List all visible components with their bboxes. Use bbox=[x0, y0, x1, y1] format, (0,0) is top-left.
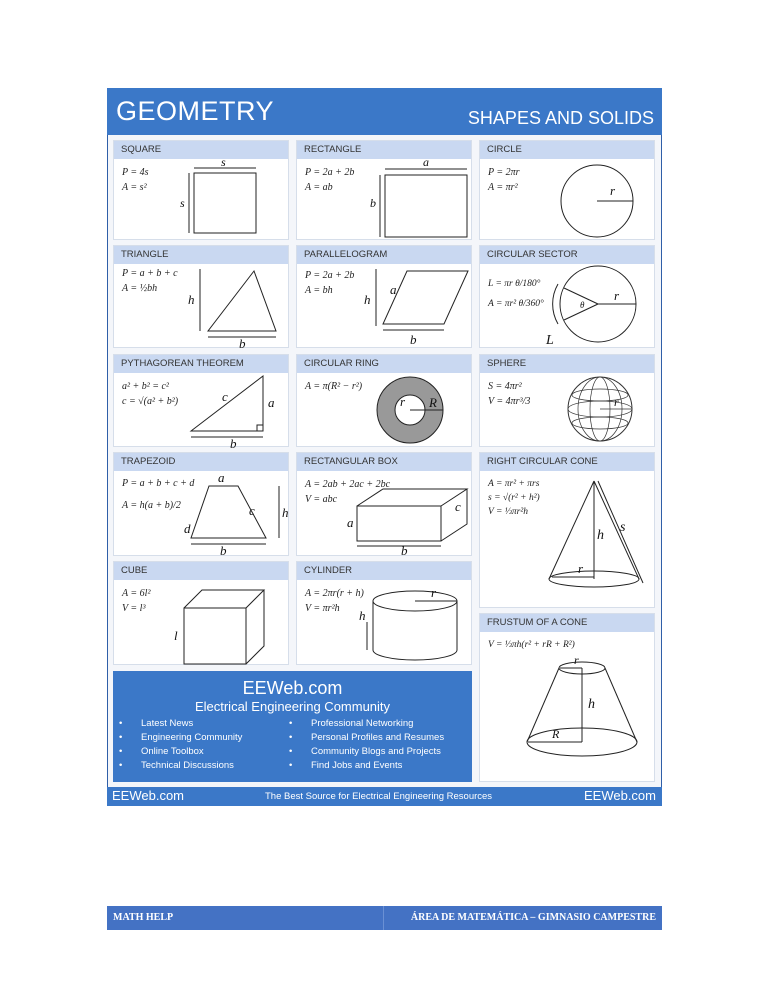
triangle-diagram bbox=[114, 264, 290, 349]
footer-right-link[interactable]: EEWeb.com bbox=[583, 788, 656, 803]
card-parallelogram bbox=[296, 245, 472, 348]
trapezoid-diagram bbox=[114, 471, 290, 557]
card-circular-ring bbox=[296, 354, 472, 447]
card-pythagorean-theorem bbox=[113, 354, 289, 447]
card-title: CIRCULAR SECTOR bbox=[480, 246, 654, 264]
card-frustum-of-a-cone bbox=[479, 613, 655, 782]
formula: V = ⅓πh(r² + rR + R²) bbox=[488, 640, 575, 650]
outer-radius-label: R bbox=[429, 395, 437, 410]
card-square bbox=[113, 140, 289, 240]
side-label: s bbox=[221, 159, 226, 169]
list-item: • Online Toolbox bbox=[113, 745, 242, 759]
side-label: s bbox=[180, 196, 185, 210]
angle-label: θ bbox=[580, 300, 585, 310]
footer-divider bbox=[383, 906, 384, 930]
side-label: a bbox=[423, 159, 429, 169]
height-label: h bbox=[282, 505, 289, 520]
formula: P = 2a + 2b bbox=[305, 270, 355, 281]
page-footer-left: MATH HELP bbox=[113, 912, 174, 923]
formula: c = √(a² + b²) bbox=[122, 396, 179, 407]
circle-diagram bbox=[480, 159, 656, 241]
cone-diagram bbox=[480, 471, 656, 609]
formula: A = ab bbox=[305, 182, 333, 193]
promo-tagline: Electrical Engineering Community bbox=[194, 699, 391, 714]
card-title: CIRCLE bbox=[480, 141, 654, 159]
formula: A = ½bh bbox=[122, 283, 158, 294]
sheet-footer bbox=[107, 787, 662, 806]
length-label: b bbox=[401, 543, 408, 557]
cylinder-diagram bbox=[297, 580, 473, 666]
formula: P = 2a + 2b bbox=[305, 167, 355, 178]
arc-length-label: L bbox=[546, 333, 554, 348]
formula: S = 4πr² bbox=[488, 381, 522, 392]
formula: A = h(a + b)/2 bbox=[122, 500, 181, 511]
list-item: • Personal Profiles and Resumes bbox=[283, 731, 444, 745]
radius-label: r bbox=[614, 288, 620, 303]
side-label: b bbox=[370, 196, 376, 210]
edge-label: l bbox=[174, 628, 178, 643]
card-title: RIGHT CIRCULAR CONE bbox=[480, 453, 654, 471]
page-footer-right: ÁREA DE MATEMÁTICA – GIMNASIO CAMPESTRE bbox=[410, 912, 656, 923]
height-label: h bbox=[359, 608, 366, 623]
card-rectangle bbox=[296, 140, 472, 240]
rectangle-diagram bbox=[297, 159, 473, 241]
card-right-circular-cone bbox=[479, 452, 655, 608]
right-side-label: c bbox=[249, 503, 255, 518]
formula: V = abc bbox=[305, 494, 338, 505]
base-label: b bbox=[230, 436, 237, 448]
list-item: • Find Jobs and Events bbox=[283, 759, 444, 773]
height-label: a bbox=[347, 515, 354, 530]
height-label: h bbox=[597, 528, 604, 543]
cube-diagram bbox=[114, 580, 290, 666]
side-label: a bbox=[390, 282, 397, 297]
footer-left-link[interactable]: EEWeb.com bbox=[112, 788, 185, 803]
formula: A = π(R² − r²) bbox=[305, 381, 363, 392]
box-diagram bbox=[297, 471, 473, 557]
top-base-label: a bbox=[218, 471, 225, 485]
card-title: CYLINDER bbox=[297, 562, 471, 580]
bottom-radius-label: R bbox=[552, 727, 560, 741]
height-label: h bbox=[588, 697, 595, 712]
sheet-header bbox=[107, 88, 662, 135]
formula: s = √(r² + h²) bbox=[488, 493, 540, 503]
card-title: SPHERE bbox=[480, 355, 654, 373]
formula: V = l³ bbox=[122, 603, 146, 614]
square-diagram bbox=[114, 159, 290, 241]
footer-tagline: The Best Source for Electrical Engineering Resources bbox=[265, 791, 493, 802]
card-title: PYTHAGOREAN THEOREM bbox=[114, 355, 288, 373]
pythagorean-diagram bbox=[114, 373, 290, 448]
formula: A = πr² bbox=[488, 182, 518, 193]
formula: a² + b² = c² bbox=[122, 381, 169, 392]
radius-label: r bbox=[610, 183, 616, 198]
card-title: RECTANGULAR BOX bbox=[297, 453, 471, 471]
card-title: RECTANGLE bbox=[297, 141, 471, 159]
formula: A = πr² + πrs bbox=[488, 479, 540, 489]
sphere-diagram bbox=[480, 373, 656, 448]
ring-diagram bbox=[297, 373, 473, 448]
card-title: SQUARE bbox=[114, 141, 288, 159]
promo-list-left bbox=[113, 717, 242, 773]
card-triangle bbox=[113, 245, 289, 348]
card-sphere bbox=[479, 354, 655, 447]
card-title: PARALLELOGRAM bbox=[297, 246, 471, 264]
formula: P = 2πr bbox=[488, 167, 520, 178]
formula: A = πr² θ/360° bbox=[488, 299, 544, 309]
sheet-subtitle: SHAPES AND SOLIDS bbox=[467, 108, 654, 128]
card-cylinder bbox=[296, 561, 472, 665]
parallelogram-diagram bbox=[297, 264, 473, 349]
height-label: h bbox=[364, 292, 371, 307]
card-title: FRUSTUM OF A CONE bbox=[480, 614, 654, 632]
sheet-title: GEOMETRY bbox=[116, 96, 275, 126]
slant-label: s bbox=[620, 520, 626, 535]
formula: A = 2ab + 2ac + 2bc bbox=[305, 479, 391, 490]
sector-diagram bbox=[480, 264, 656, 349]
inner-radius-label: r bbox=[400, 394, 406, 409]
radius-label: r bbox=[431, 585, 437, 600]
formula: P = a + b + c bbox=[122, 268, 178, 279]
height-label: h bbox=[188, 292, 195, 307]
formula: P = 4s bbox=[122, 167, 149, 178]
side-label: a bbox=[268, 395, 275, 410]
formula: A = bh bbox=[305, 285, 333, 296]
card-rectangular-box bbox=[296, 452, 472, 556]
formula: A = 2πr(r + h) bbox=[305, 588, 364, 599]
promo-site[interactable]: EEWeb.com bbox=[242, 678, 343, 698]
formula: V = 4πr³/3 bbox=[488, 396, 531, 407]
list-item: • Latest News bbox=[113, 717, 242, 731]
card-cube bbox=[113, 561, 289, 665]
bottom-base-label: b bbox=[220, 543, 227, 557]
list-item: • Professional Networking bbox=[283, 717, 444, 731]
depth-label: c bbox=[455, 499, 461, 514]
list-item: • Community Blogs and Projects bbox=[283, 745, 444, 759]
formula: A = 6l² bbox=[122, 588, 151, 599]
eeweb-promo bbox=[113, 671, 472, 782]
top-radius-label: r bbox=[574, 653, 579, 667]
list-item: • Engineering Community bbox=[113, 731, 242, 745]
card-title: TRAPEZOID bbox=[114, 453, 288, 471]
card-circular-sector bbox=[479, 245, 655, 348]
radius-label: r bbox=[578, 561, 584, 576]
base-label: b bbox=[239, 336, 246, 349]
frustum-diagram bbox=[480, 632, 656, 783]
formula: P = a + b + c + d bbox=[122, 478, 195, 489]
card-circle bbox=[479, 140, 655, 240]
list-item: • Technical Discussions bbox=[113, 759, 242, 773]
hypotenuse-label: c bbox=[222, 389, 228, 404]
card-title: CIRCULAR RING bbox=[297, 355, 471, 373]
formula: A = s² bbox=[122, 182, 147, 193]
left-side-label: d bbox=[184, 521, 191, 536]
card-title: CUBE bbox=[114, 562, 288, 580]
formula: V = πr²h bbox=[305, 603, 340, 614]
formula: V = ⅓πr²h bbox=[488, 507, 528, 517]
card-trapezoid bbox=[113, 452, 289, 556]
card-title: TRIANGLE bbox=[114, 246, 288, 264]
base-label: b bbox=[410, 332, 417, 347]
page-footer bbox=[107, 906, 662, 930]
radius-label: r bbox=[614, 395, 619, 409]
formula: L = πr θ/180° bbox=[488, 279, 541, 289]
promo-list-right bbox=[283, 717, 444, 773]
